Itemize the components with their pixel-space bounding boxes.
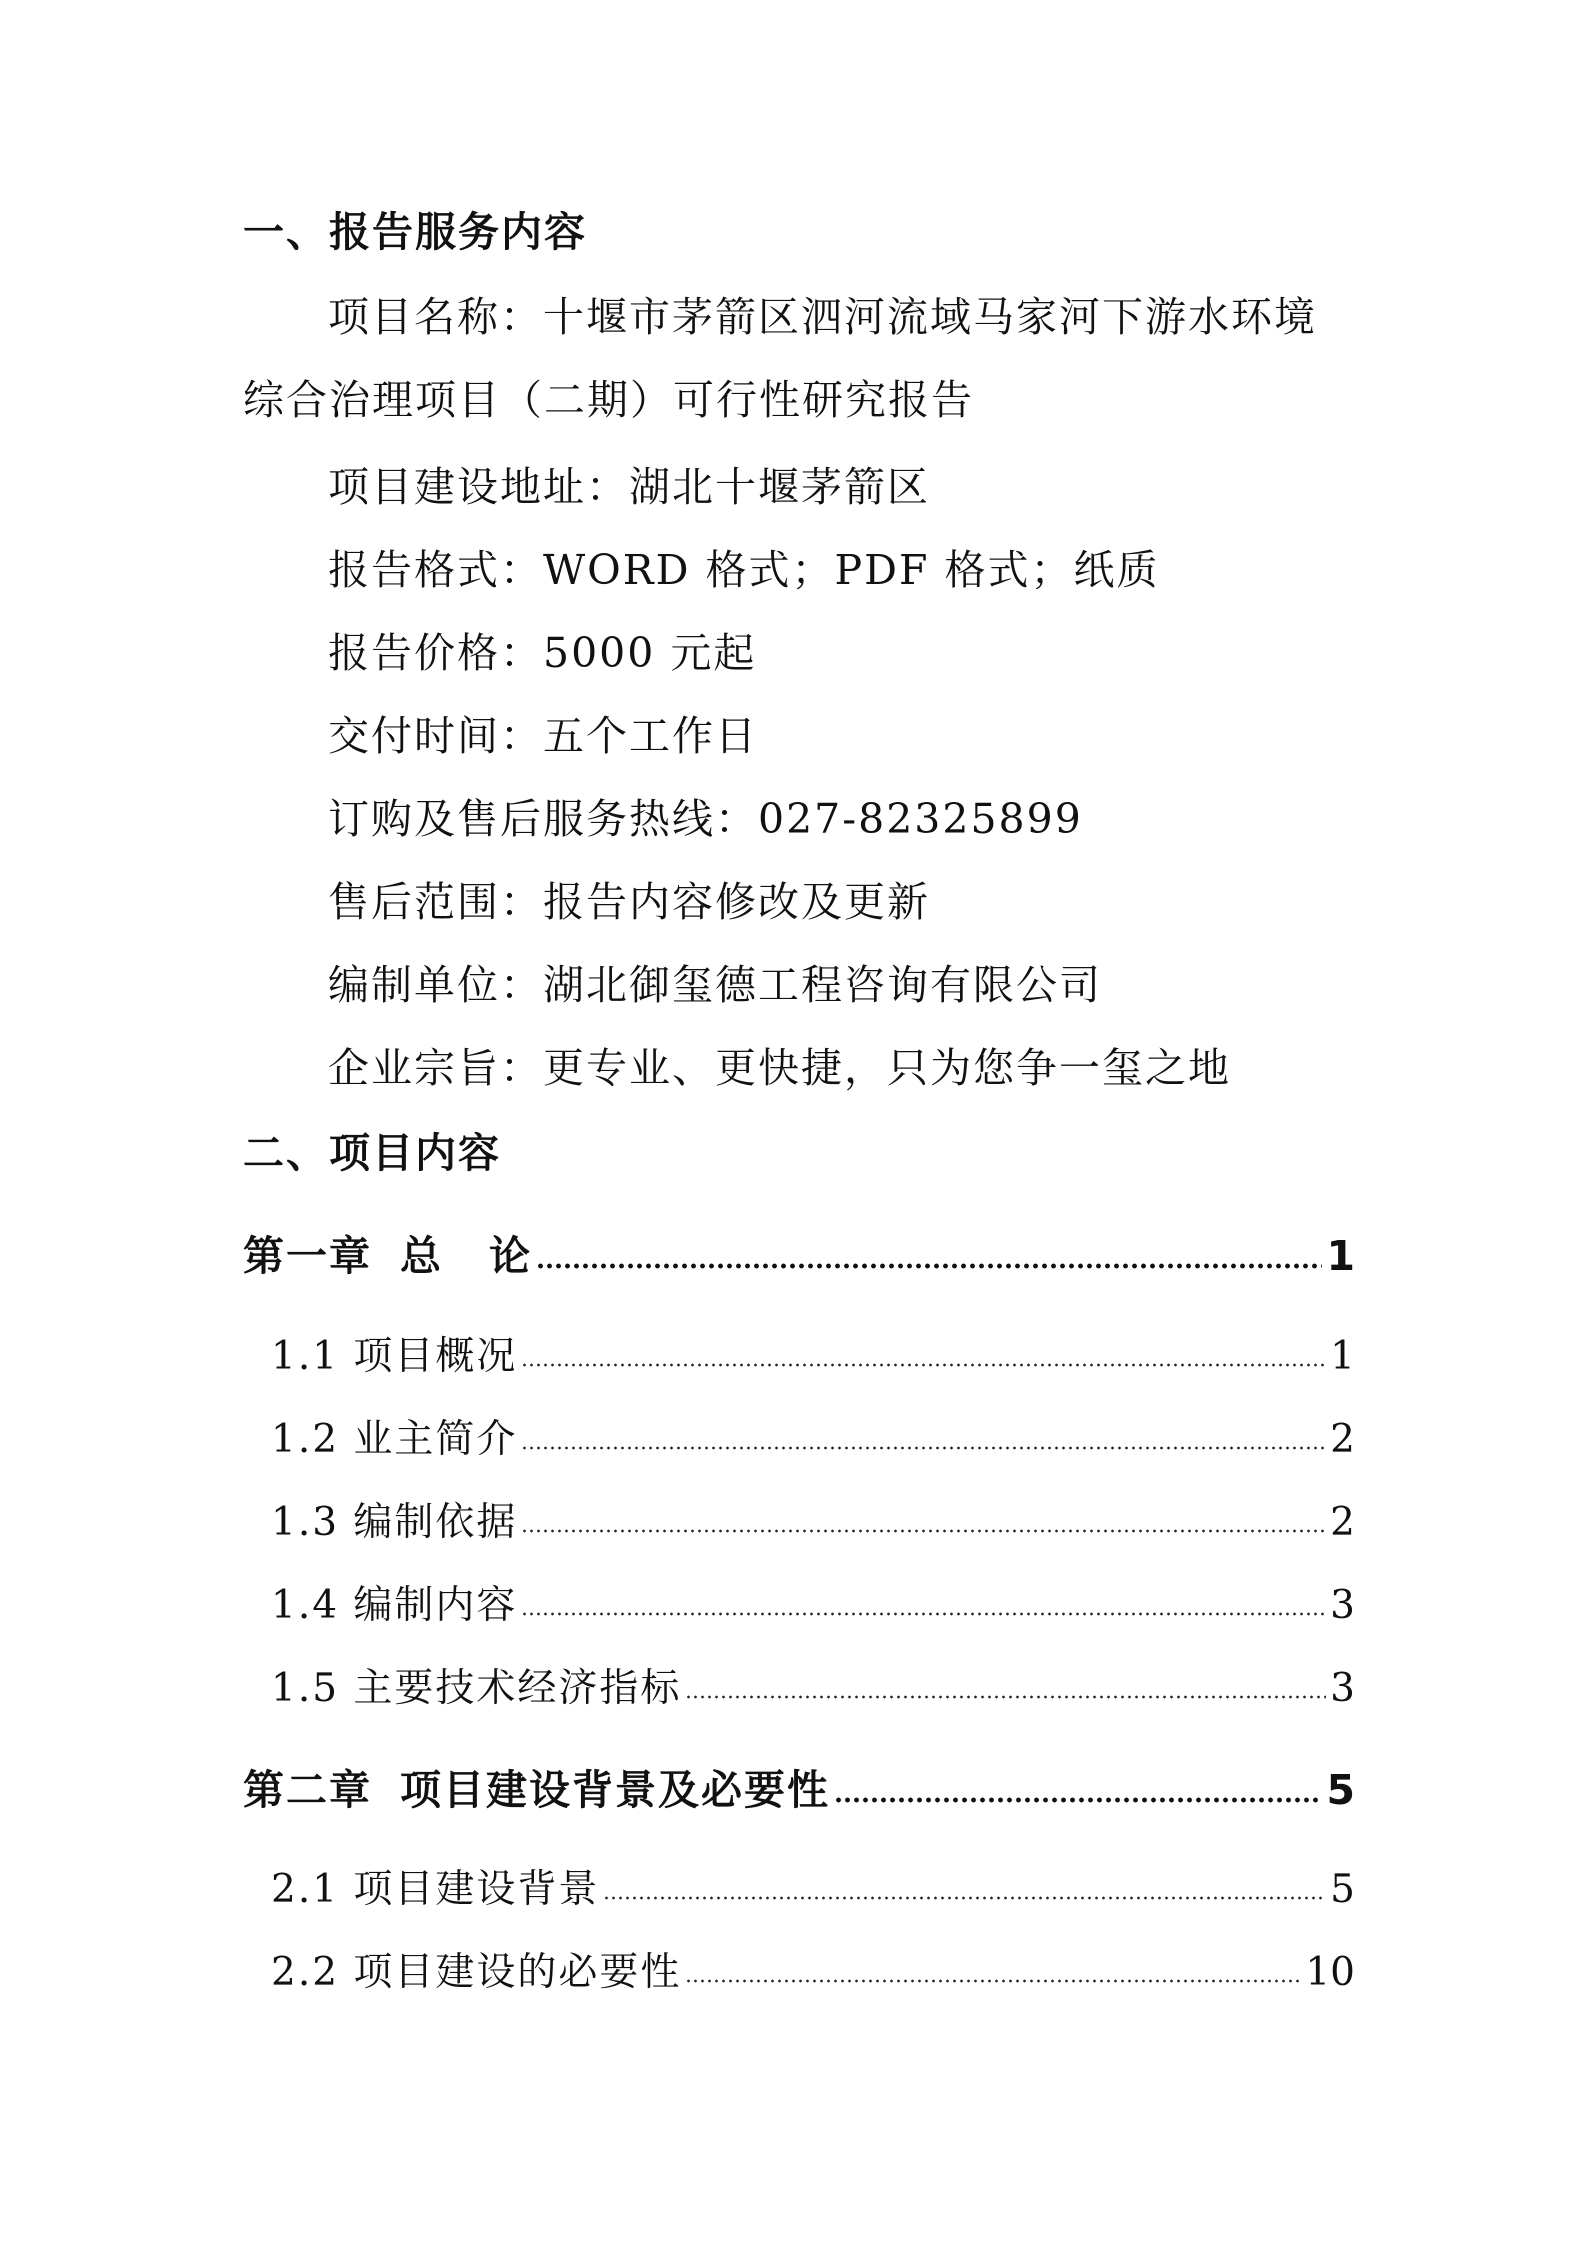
company-motto-line: 企业宗旨：更专业、更快捷，只为您争一玺之地 bbox=[328, 1044, 1231, 1092]
toc-section-title: 1.3 编制依据 bbox=[271, 1500, 518, 1545]
after-sales-scope-line: 售后范围：报告内容修改及更新 bbox=[328, 878, 930, 926]
toc-leader-dots bbox=[521, 1528, 1326, 1534]
toc-leader-dots bbox=[834, 1797, 1322, 1803]
toc-section-title: 1.1 项目概况 bbox=[271, 1334, 518, 1379]
toc-page-number: 5 bbox=[1326, 1766, 1355, 1814]
toc-section-1-2[interactable] bbox=[243, 1417, 1355, 1462]
toc-chapter-1[interactable] bbox=[243, 1232, 1355, 1280]
toc-section-2-2[interactable] bbox=[243, 1950, 1355, 1995]
report-format-line: 报告格式：WORD 格式；PDF 格式；纸质 bbox=[328, 546, 1160, 594]
toc-page-number: 2 bbox=[1330, 1500, 1355, 1545]
toc-section-title: 1.2 业主简介 bbox=[271, 1417, 518, 1462]
toc-leader-dots bbox=[521, 1611, 1326, 1617]
toc-leader-dots bbox=[603, 1895, 1326, 1901]
toc-leader-dots bbox=[521, 1362, 1326, 1368]
service-hotline-line: 订购及售后服务热线：027-82325899 bbox=[328, 795, 1083, 843]
toc-chapter-1-title: 第一章 总 论 bbox=[243, 1232, 532, 1280]
toc-page-number: 5 bbox=[1330, 1867, 1355, 1912]
toc-page-number: 1 bbox=[1326, 1232, 1355, 1280]
toc-page-number: 3 bbox=[1330, 1583, 1355, 1628]
project-address-line: 项目建设地址：湖北十堰茅箭区 bbox=[328, 463, 930, 511]
section-heading-project-content: 二、项目内容 bbox=[243, 1129, 501, 1177]
toc-leader-dots bbox=[685, 1978, 1301, 1984]
toc-section-1-5[interactable] bbox=[243, 1666, 1355, 1711]
delivery-time-line: 交付时间：五个工作日 bbox=[328, 712, 758, 760]
toc-leader-dots bbox=[685, 1694, 1326, 1700]
toc-page-number: 1 bbox=[1330, 1334, 1355, 1379]
toc-section-title: 1.5 主要技术经济指标 bbox=[271, 1666, 682, 1711]
toc-leader-dots bbox=[536, 1263, 1322, 1269]
toc-page-number: 3 bbox=[1330, 1666, 1355, 1711]
toc-page-number: 10 bbox=[1305, 1950, 1355, 1995]
toc-section-title: 2.1 项目建设背景 bbox=[271, 1867, 600, 1912]
toc-section-1-1[interactable] bbox=[243, 1334, 1355, 1379]
report-price-line: 报告价格：5000 元起 bbox=[328, 629, 757, 677]
toc-chapter-2[interactable] bbox=[243, 1766, 1355, 1814]
toc-section-title: 1.4 编制内容 bbox=[271, 1583, 518, 1628]
toc-chapter-2-title: 第二章 项目建设背景及必要性 bbox=[243, 1766, 830, 1814]
toc-section-2-1[interactable] bbox=[243, 1867, 1355, 1912]
compiling-unit-line: 编制单位：湖北御玺德工程咨询有限公司 bbox=[328, 961, 1102, 1009]
toc-section-1-4[interactable] bbox=[243, 1583, 1355, 1628]
toc-section-title: 2.2 项目建设的必要性 bbox=[271, 1950, 682, 1995]
project-name-paragraph: 项目名称：十堰市茅箭区泗河流域马家河下游水环境综合治理项目（二期）可行性研究报告 bbox=[243, 293, 1317, 424]
section-heading-report-service: 一、报告服务内容 bbox=[243, 208, 587, 256]
toc-page-number: 2 bbox=[1330, 1417, 1355, 1462]
toc-section-1-3[interactable] bbox=[243, 1500, 1355, 1545]
toc-leader-dots bbox=[521, 1445, 1326, 1451]
